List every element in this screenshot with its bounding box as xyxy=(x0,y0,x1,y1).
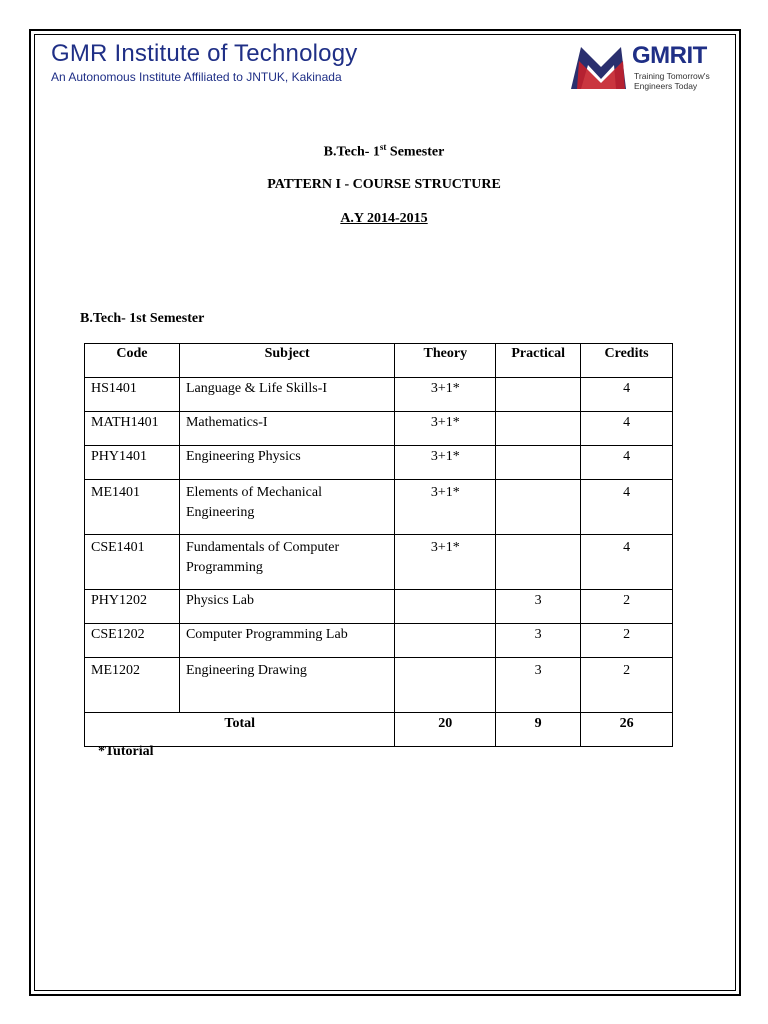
course-theory: 3+1* xyxy=(395,446,496,480)
course-subject: Elements of Mechanical Engineering xyxy=(179,480,394,535)
course-code: ME1202 xyxy=(85,658,180,713)
course-credits: 4 xyxy=(581,378,673,412)
course-credits: 2 xyxy=(581,590,673,624)
total-theory: 20 xyxy=(395,713,496,747)
course-theory: 3+1* xyxy=(395,535,496,590)
course-code: CSE1401 xyxy=(85,535,180,590)
course-practical: 3 xyxy=(496,590,581,624)
logo-tagline-line2: Engineers Today xyxy=(634,81,698,91)
course-credits: 2 xyxy=(581,624,673,658)
table-row xyxy=(85,535,673,590)
course-practical xyxy=(496,446,581,480)
column-header-credits: Credits xyxy=(581,344,673,378)
course-credits: 2 xyxy=(581,658,673,713)
logo-wordmark: GMRIT xyxy=(632,42,707,69)
course-practical xyxy=(496,378,581,412)
course-code: MATH1401 xyxy=(85,412,180,446)
column-header-practical: Practical xyxy=(496,344,581,378)
total-credits: 26 xyxy=(581,713,673,747)
course-practical: 3 xyxy=(496,658,581,713)
table-row xyxy=(85,658,673,713)
column-header-theory: Theory xyxy=(395,344,496,378)
semester-heading: B.Tech- 1st Semester xyxy=(323,142,445,160)
pattern-heading: PATTERN I - COURSE STRUCTURE xyxy=(267,177,501,192)
course-credits: 4 xyxy=(581,535,673,590)
course-subject: Fundamentals of Computer Programming xyxy=(179,535,394,590)
course-subject: Language & Life Skills-I xyxy=(179,378,394,412)
course-code: ME1401 xyxy=(85,480,180,535)
academic-year-heading: A.Y 2014-2015 xyxy=(340,211,428,226)
institute-subtitle: An Autonomous Institute Affiliated to JNTUK, Kakinada xyxy=(51,70,342,84)
table-header-row xyxy=(85,344,673,378)
course-subject: Computer Programming Lab xyxy=(179,624,394,658)
course-theory xyxy=(395,624,496,658)
course-credits: 4 xyxy=(581,446,673,480)
course-theory: 3+1* xyxy=(395,412,496,446)
course-code: PHY1202 xyxy=(85,590,180,624)
tutorial-footnote: *Tutorial xyxy=(98,744,154,759)
course-practical xyxy=(496,412,581,446)
course-practical xyxy=(496,480,581,535)
course-theory: 3+1* xyxy=(395,378,496,412)
column-header-subject: Subject xyxy=(179,344,394,378)
course-credits: 4 xyxy=(581,480,673,535)
total-practical: 9 xyxy=(496,713,581,747)
table-row xyxy=(85,412,673,446)
course-code: PHY1401 xyxy=(85,446,180,480)
course-practical xyxy=(496,535,581,590)
logo-tagline-line1: Training Tomorrow's xyxy=(634,71,710,81)
course-practical: 3 xyxy=(496,624,581,658)
total-label: Total xyxy=(85,713,395,747)
table-row xyxy=(85,480,673,535)
course-structure-table xyxy=(84,343,673,747)
table-total-row xyxy=(85,713,673,747)
column-header-code: Code xyxy=(85,344,180,378)
course-subject: Mathematics-I xyxy=(179,412,394,446)
course-subject: Physics Lab xyxy=(179,590,394,624)
table-row xyxy=(85,378,673,412)
table-row xyxy=(85,446,673,480)
course-code: CSE1202 xyxy=(85,624,180,658)
section-title: B.Tech- 1st Semester xyxy=(80,311,205,326)
course-code: HS1401 xyxy=(85,378,180,412)
course-subject: Engineering Drawing xyxy=(179,658,394,713)
course-theory xyxy=(395,590,496,624)
institute-name: GMR Institute of Technology xyxy=(51,40,358,67)
course-credits: 4 xyxy=(581,412,673,446)
course-theory xyxy=(395,658,496,713)
course-theory: 3+1* xyxy=(395,480,496,535)
course-subject: Engineering Physics xyxy=(179,446,394,480)
table-row xyxy=(85,624,673,658)
table-row xyxy=(85,590,673,624)
